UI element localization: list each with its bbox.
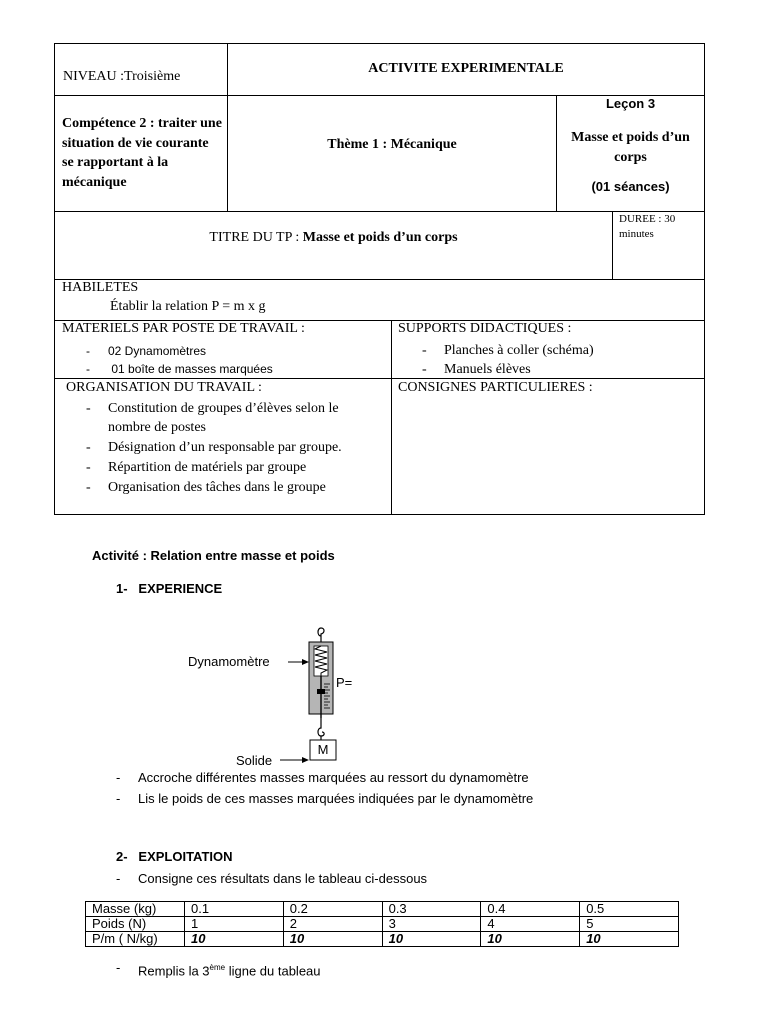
lecon-number: Leçon 3	[605, 96, 656, 111]
table-cell: 1	[185, 917, 284, 932]
experience-steps	[92, 767, 692, 809]
list-item: - Consigne ces résultats dans le tableau ci-dessous	[92, 869, 692, 888]
table-cell: 0.1	[185, 902, 284, 917]
list-item: - Constitution de groupes d’élèves selon le nombre de postes	[62, 399, 382, 437]
seances-text: (01 séances)	[591, 179, 670, 194]
list-item: - Lis le poids de ces masses marquées indiquées par le dynamomètre	[92, 788, 692, 809]
titre-tp-label: TITRE DU TP :	[209, 230, 303, 245]
experience-heading: 1- EXPERIENCE	[116, 581, 223, 596]
niveau-text: NIVEAU :Troisième	[63, 69, 181, 84]
table-cell: Masse (kg)	[86, 902, 185, 917]
titre-tp-value: Masse et poids d’un corps	[302, 230, 458, 245]
table-cell: 0.3	[382, 902, 481, 917]
titre-tp	[55, 230, 612, 246]
table-row	[86, 917, 679, 932]
list-item: - Désignation d’un responsable par groupe.	[62, 438, 382, 457]
table-cell: 10	[481, 932, 580, 947]
theme-text: Thème 1 : Mécanique	[327, 137, 457, 152]
table-cell: 0.2	[283, 902, 382, 917]
list-item: - 01 boîte de masses marquées	[62, 360, 382, 378]
organisation-list	[62, 399, 382, 497]
list-item: - Remplis la 3ème ligne du tableau	[92, 958, 692, 980]
list-item: - Accroche différentes masses marquées au ressort du dynamomètre	[92, 767, 692, 788]
table-row	[86, 932, 679, 947]
supports-label: SUPPORTS DIDACTIQUES :	[398, 321, 572, 336]
list-item: - Organisation des tâches dans le groupe	[62, 478, 382, 497]
table-cell: 3	[382, 917, 481, 932]
table-cell: Poids (N)	[86, 917, 185, 932]
list-item: - Répartition de matériels par groupe	[62, 458, 382, 477]
competence-text: Compétence 2 : traiter une situation de vie courante se rapportant à la mécanique	[62, 116, 222, 190]
mass-label: M	[317, 742, 329, 757]
materiels-label: MATERIELS PAR POSTE DE TRAVAIL :	[62, 321, 305, 336]
table-cell: 2	[283, 917, 382, 932]
table-cell: 10	[382, 932, 481, 947]
table-cell: 10	[283, 932, 382, 947]
activite-title: ACTIVITE EXPERIMENTALE	[368, 61, 564, 76]
duree-text: DUREE : 30 minutes	[619, 213, 676, 240]
table-cell: 4	[481, 917, 580, 932]
table-cell: 5	[580, 917, 679, 932]
solide-label: Solide	[236, 753, 273, 768]
materiels-list	[62, 342, 382, 378]
list-item: - Planches à coller (schéma)	[398, 341, 698, 360]
final-step	[92, 958, 692, 980]
table-cell: 10	[185, 932, 284, 947]
table-cell: P/m ( N/kg)	[86, 932, 185, 947]
dynamometre-label: Dynamomètre	[188, 654, 270, 669]
table-row	[86, 902, 679, 917]
lecon-title: Masse et poids d’un corps	[571, 130, 690, 165]
list-item: - Manuels élèves	[398, 360, 698, 379]
exploitation-steps	[92, 869, 692, 888]
habiletes-label: HABILETES	[62, 280, 139, 295]
supports-list	[398, 341, 698, 379]
exploitation-heading: 2- EXPLOITATION	[116, 849, 233, 864]
dynamometer-diagram	[180, 622, 380, 772]
activity-title: Activité : Relation entre masse et poids	[92, 548, 335, 563]
table-cell: 10	[580, 932, 679, 947]
p-label: P=	[336, 675, 353, 690]
table-cell: 0.4	[481, 902, 580, 917]
list-item: - 02 Dynamomètres	[62, 342, 382, 360]
results-table	[85, 901, 679, 947]
table-cell: 0.5	[580, 902, 679, 917]
organisation-label: ORGANISATION DU TRAVAIL :	[66, 380, 262, 395]
consignes-label: CONSIGNES PARTICULIERES :	[398, 380, 593, 395]
habiletes-value: Établir la relation P = m x g	[110, 299, 266, 314]
